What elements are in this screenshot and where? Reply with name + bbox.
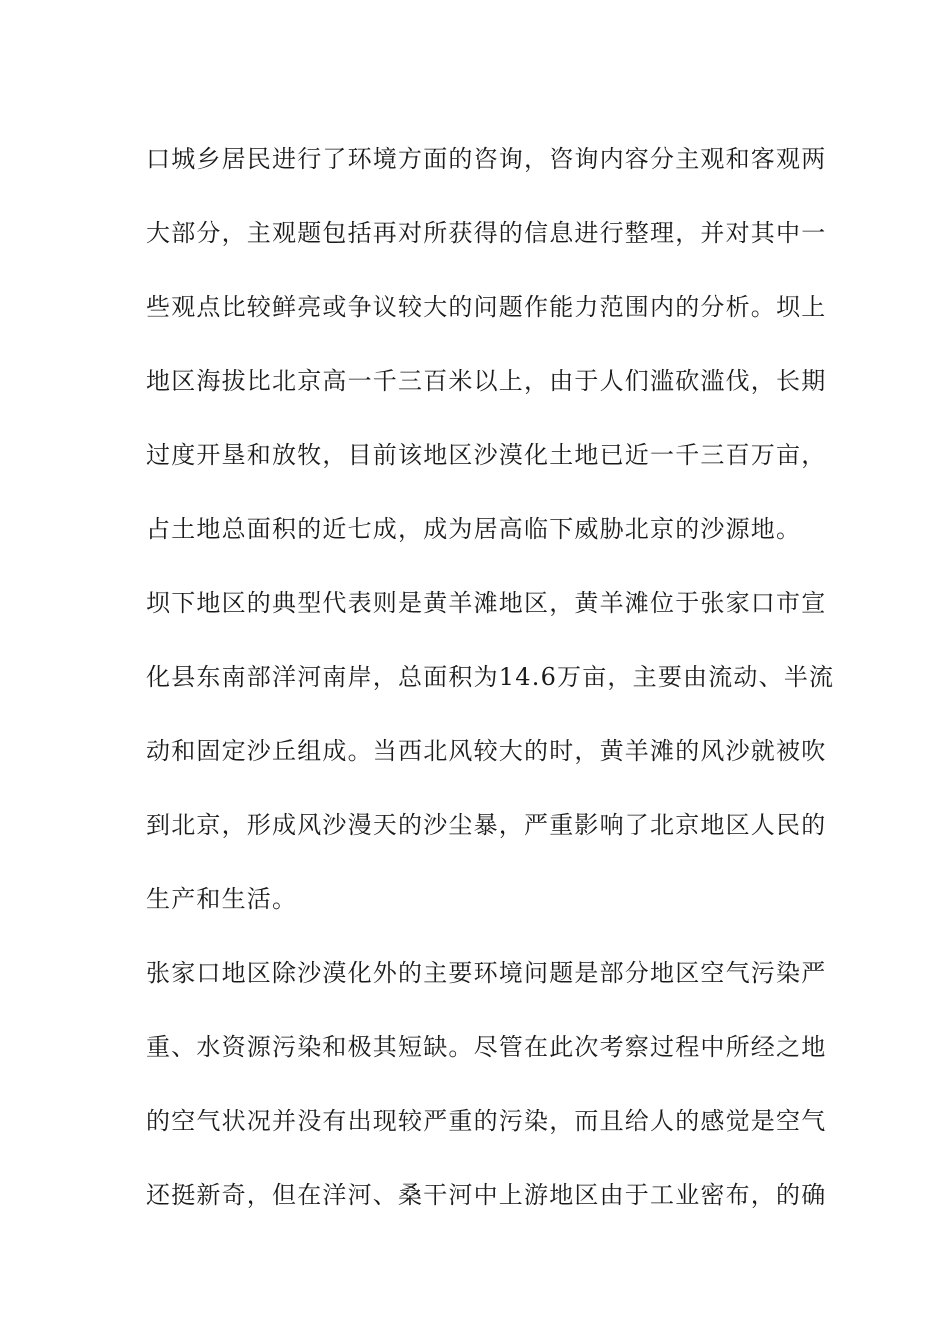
text-line: 还挺新奇，但在洋河、桑干河中上游地区由于工业密布，的确 (146, 1181, 827, 1209)
text-line: 过度开垦和放牧，目前该地区沙漠化土地已近一千三百万亩， (146, 441, 827, 469)
text-line: 坝下地区的典型代表则是黄羊滩地区，黄羊滩位于张家口市宣 (146, 589, 827, 617)
text-line: 大部分，主观题包括再对所获得的信息进行整理，并对其中一 (146, 219, 827, 247)
text-line: 些观点比较鲜亮或争议较大的问题作能力范围内的分析。坝上 (146, 293, 827, 321)
text-line: 地区海拔比北京高一千三百米以上，由于人们滥砍滥伐，长期 (146, 367, 827, 395)
text-line: 动和固定沙丘组成。当西北风较大的时，黄羊滩的风沙就被吹 (146, 737, 827, 765)
text-line: 重、水资源污染和极其短缺。尽管在此次考察过程中所经之地 (146, 1033, 827, 1061)
text-line: 张家口地区除沙漠化外的主要环境问题是部分地区空气污染严 (146, 959, 827, 987)
text-line: 占土地总面积的近七成，成为居高临下威胁北京的沙源地。 (146, 515, 802, 543)
text-line: 生产和生活。 (146, 885, 298, 913)
body-text (146, 133, 835, 1243)
text-line: 化县东南部洋河南岸，总面积为14.6万亩，主要由流动、半流 (146, 663, 835, 691)
text-line: 的空气状况并没有出现较严重的污染，而且给人的感觉是空气 (146, 1107, 827, 1135)
text-line: 口城乡居民进行了环境方面的咨询，咨询内容分主观和客观两 (146, 145, 827, 173)
text-line: 到北京，形成风沙漫天的沙尘暴，严重影响了北京地区人民的 (146, 811, 827, 839)
